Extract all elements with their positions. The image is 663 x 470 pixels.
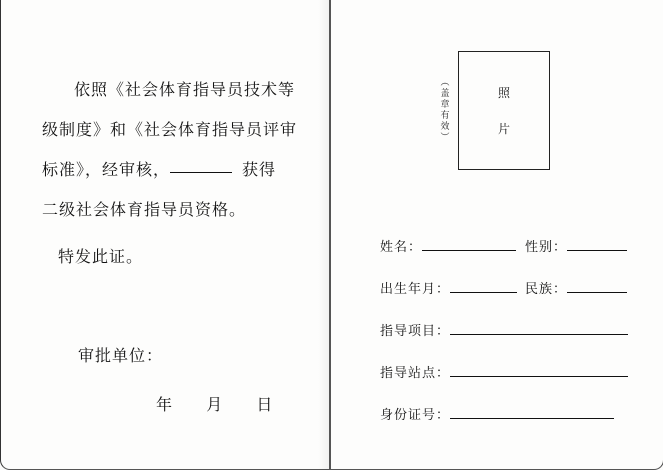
special-issue-text: 特发此证。 [58,247,144,266]
photo-label-2: 片 [497,122,510,136]
photo-frame [458,51,550,170]
birth-label: 出生年月： [380,282,451,297]
name-blank-line [170,150,232,173]
left-page [0,0,331,470]
project-rule [450,320,628,335]
gender-rule [567,236,627,251]
birth-rule [450,278,517,293]
id-label: 身份证号： [380,408,451,423]
name-rule [422,236,516,251]
photo-label-1: 照 [497,86,510,100]
project-label: 指导项目： [380,324,451,339]
birth-field [380,278,517,297]
gender-field [525,236,627,255]
body-line-1: 依照《社会体育指导员技术等 [74,80,296,99]
issue-date [156,392,272,415]
date-month: 月 [206,395,223,414]
station-field [380,362,628,381]
body-line-2: 级制度》和《社会体育指导员评审 [42,120,298,139]
gender-label: 性别： [525,240,568,255]
date-day: 日 [256,395,273,414]
certificate-body-text [42,70,304,230]
body-line-3-obtain: 获得 [242,160,277,179]
body-line-4: 二级社会体育指导员资格。 [42,200,247,219]
ethnicity-field [525,278,627,297]
station-label: 指导站点： [380,366,451,381]
ethnicity-label: 民族： [525,282,568,297]
seal-note-text: 盖章有效 [440,89,450,132]
name-label: 姓名： [380,240,423,255]
id-rule [450,404,614,419]
seal-note [438,78,452,144]
project-field [380,320,628,339]
id-number-field [380,404,614,423]
body-line-3-text: 标准》，经审核， [42,160,171,179]
seal-note-open: ︵ [440,78,450,88]
approval-unit-label: 审批单位： [78,346,164,365]
seal-note-close: ︶ [440,133,450,143]
body-line-3 [42,150,304,190]
station-rule [450,362,628,377]
date-year: 年 [156,395,173,414]
ethnicity-rule [567,278,627,293]
name-field [380,236,516,255]
